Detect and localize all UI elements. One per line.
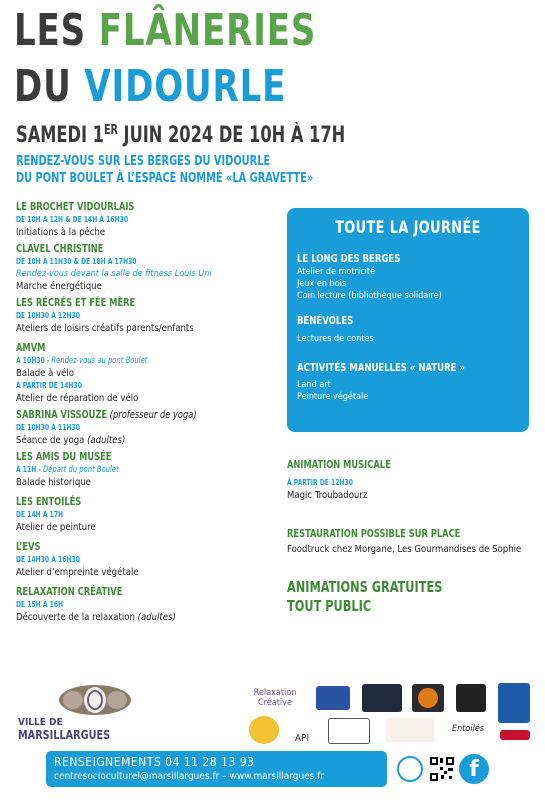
qr-code-icon[interactable]	[429, 756, 455, 782]
partner-logo	[498, 683, 530, 723]
town-name-line-1: VILLE DE	[18, 717, 63, 728]
activity-name	[16, 408, 268, 422]
town-emblem-icon	[55, 683, 135, 717]
info-bar	[46, 751, 387, 787]
box-item: Peinture végétale	[297, 392, 369, 402]
activity-time	[16, 464, 268, 476]
activity-time: DE 10H À 11H30 & DE 18H À 17H30	[16, 257, 137, 266]
activity-desc: Balade à vélo	[16, 368, 74, 379]
activity-name: LES AMIS DU MUSÉE	[16, 450, 112, 463]
activity-name: CLAVEL CHRISTINE	[16, 242, 104, 255]
activity-time: DE 14H À 17H	[16, 510, 64, 519]
activity-time	[16, 355, 268, 367]
activity-desc: Atelier de peinture	[16, 522, 96, 533]
activity-desc: Ateliers de loisirs créatifs parents/enfants	[16, 323, 194, 334]
activity-item	[16, 495, 316, 534]
activity-time: DE 10H30 À 11H30	[16, 423, 80, 432]
date-prefix: SAMEDI 1	[16, 123, 104, 148]
activity-item	[16, 450, 316, 489]
meeting-line-2: DU PONT BOULET À L’ESPACE NOMMÉ «LA GRAVETTE»	[16, 171, 314, 186]
activity-desc-text: Séance de yoga	[16, 435, 85, 446]
activity-desc	[16, 611, 316, 624]
activity-time-note: Rendez-vous au pont Boulet	[51, 356, 148, 366]
all-day-title: TOUTE LA JOURNÉE	[335, 218, 481, 238]
api-logo	[288, 716, 316, 744]
free-line-2: TOUT PUBLIC	[287, 597, 372, 615]
title-vidourle: VIDOURLE	[84, 61, 287, 112]
activity-name: L’EVS	[16, 540, 41, 553]
entoiles-logo	[448, 716, 488, 742]
activity-time-text: À 11H -	[16, 465, 43, 474]
box-section-head: ACTIVITÉS MANUELLES « NATURE »	[297, 361, 465, 374]
activity-item	[16, 200, 316, 239]
town-logo	[18, 683, 165, 743]
activity-time: DE 10H À 12H & DE 14H À 16H30	[16, 215, 129, 224]
activity-item	[16, 242, 316, 293]
box-item: Jeux en bois	[297, 279, 347, 289]
partner-logo	[386, 718, 434, 742]
partner-logo	[362, 684, 402, 712]
activity-time-note: Départ du pont Boulet	[42, 465, 119, 475]
activity-desc: Initiations à la pêche	[16, 227, 106, 238]
activity-desc	[16, 434, 316, 447]
activity-name: LE BROCHET VIDOURLAIS	[16, 200, 135, 213]
activity-name-text: SABRINA VISSOUZE	[16, 408, 108, 421]
box-item: Coin lecture (bibliothèque solidaire)	[297, 291, 442, 301]
activity-name: RELAXATION CRÉATIVE	[16, 585, 123, 598]
partner-logo	[316, 686, 350, 710]
box-section	[297, 252, 519, 302]
all-day-box	[287, 208, 529, 432]
entoiles-logo-text: Entoilés	[451, 724, 485, 734]
partner-logo	[500, 730, 530, 740]
relaxation-logo-text: Relaxation Créative	[253, 688, 297, 708]
facebook-icon[interactable]: f	[459, 754, 489, 784]
info-contact: centresocioculturel@marsillargues.fr – www.marsillargues.fr	[54, 771, 325, 782]
partner-logo	[249, 716, 279, 744]
music-head: ANIMATION MUSICALE	[287, 458, 391, 471]
title-du: DU	[14, 61, 85, 112]
info-phone: RENSEIGNEMENTS 04 11 28 13 93	[54, 755, 255, 769]
box-item: Land art	[297, 380, 331, 390]
partner-logo	[328, 718, 370, 744]
box-section	[297, 314, 519, 345]
activity-desc: Marche énergétique	[16, 281, 102, 292]
title-line-1	[14, 6, 316, 56]
music-time: À PARTIR DE 12H30	[287, 478, 353, 487]
title-flaneries: FLÂNERIES	[98, 5, 317, 56]
relaxation-logo	[244, 683, 306, 713]
activity-name: LES ENTOILÉS	[16, 495, 82, 508]
date-suffix: JUIN 2024 DE 10H À 17H	[117, 123, 346, 148]
box-section-head: BÉNÉVOLES	[297, 314, 354, 327]
free-line-1: ANIMATIONS GRATUITES	[287, 578, 443, 596]
food-section	[287, 527, 521, 556]
music-section	[287, 458, 411, 502]
activity-desc: Atelier d’empreinte végétale	[16, 567, 139, 578]
activity-desc-2: Atelier de réparation de vélo	[16, 393, 139, 404]
activity-name: LES RÉCRÉS ET FÉE MÈRE	[16, 296, 136, 309]
box-item: Lectures de contes	[297, 334, 374, 344]
box-item: Atelier de motricité	[297, 267, 376, 277]
badge-icon	[397, 756, 423, 782]
meeting-line-1: RENDEZ-VOUS SUR LES BERGES DU VIDOURLE	[16, 154, 271, 169]
api-logo-text: API	[294, 733, 310, 744]
activity-desc-note: (adultes)	[84, 435, 126, 446]
activity-name-note: (professeur de yoga)	[107, 408, 197, 421]
activity-item	[16, 296, 316, 335]
activity-time: DE 10H30 À 12H30	[16, 311, 80, 320]
activities-list	[16, 200, 316, 624]
partner-logo	[456, 684, 486, 712]
activity-item	[16, 585, 316, 624]
bottom-icons	[397, 754, 537, 788]
activity-desc-note: (adultes)	[134, 612, 176, 623]
box-section	[297, 361, 519, 403]
activity-item	[16, 408, 316, 447]
activity-item	[16, 341, 316, 405]
date-line	[16, 123, 345, 148]
town-name-line-2: MARSILLARGUES	[18, 728, 111, 742]
activity-time-2: À PARTIR DE 14H30	[16, 381, 82, 390]
food-head: RESTAURATION POSSIBLE SUR PLACE	[287, 527, 461, 540]
activity-time-text: À 10H30 -	[16, 356, 52, 365]
title-line-2	[14, 62, 286, 112]
activity-desc-text: Découverte de la relaxation	[16, 612, 135, 623]
partner-logos	[244, 680, 534, 750]
free-notice	[287, 578, 442, 616]
activity-item	[16, 540, 316, 579]
activity-note: Rendez-vous devant la salle de fitness Louis Uni	[16, 269, 212, 279]
title-les: LES	[14, 5, 99, 56]
activity-time: DE 14H30 À 16H30	[16, 555, 80, 564]
activity-name: AMVM	[16, 341, 46, 354]
activity-time: DE 15H À 16H	[16, 600, 64, 609]
food-desc: Foodtruck chez Morgane, Les Gourmandises de Sophie	[287, 544, 522, 555]
box-section-head: LE LONG DES BERGES	[297, 252, 401, 265]
activity-desc: Balade historique	[16, 477, 91, 488]
music-desc: Magic Troubadourz	[287, 490, 368, 501]
date-sup: ER	[103, 123, 118, 138]
meeting-point	[16, 153, 313, 187]
partner-logo	[412, 684, 444, 712]
